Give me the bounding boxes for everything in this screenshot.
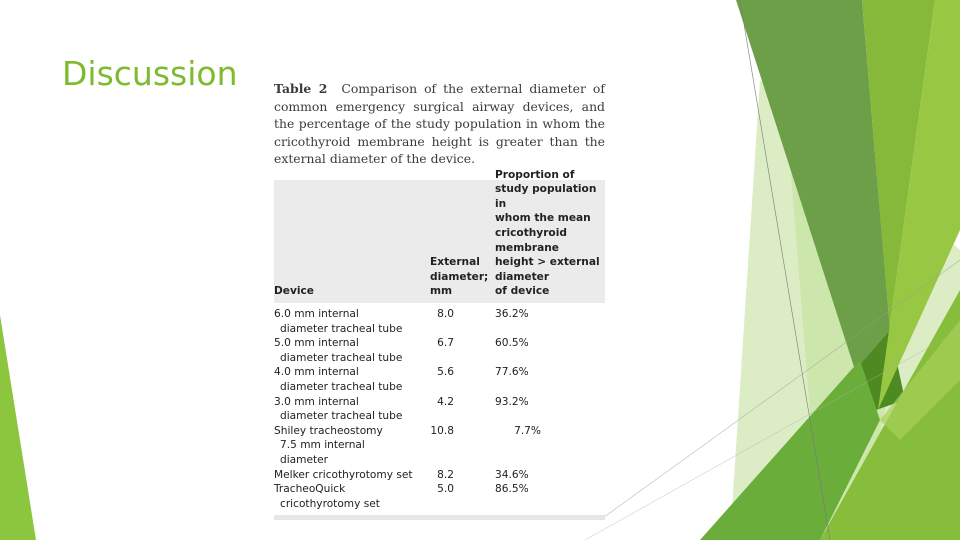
proportion-cell: 34.6% — [495, 468, 529, 481]
diameter-cell: 5.6 — [437, 366, 454, 379]
proportion-cell: 60.5% — [495, 337, 529, 350]
table-row — [274, 307, 605, 336]
table-row — [274, 365, 605, 394]
table-row — [274, 336, 605, 365]
header-proportion-line: cricothyroid — [495, 227, 567, 240]
header-diameter-line: mm — [430, 285, 453, 298]
proportion-cell: 7.7% — [514, 424, 541, 437]
header-external-diameter — [430, 255, 492, 299]
device-cell: 6.0 mm internal diameter tracheal tube — [274, 308, 403, 335]
header-proportion-line: Proportion of — [495, 168, 575, 181]
table-row — [274, 395, 605, 424]
proportion-cell: 86.5% — [495, 483, 529, 496]
device-cell: 5.0 mm internal diameter tracheal tube — [274, 337, 403, 364]
header-proportion-line: of device — [495, 285, 550, 298]
header-proportion-line: height > external — [495, 256, 600, 269]
device-cell: Melker cricothyrotomy set — [274, 468, 413, 481]
header-proportion — [495, 168, 607, 299]
left-edge-shape — [0, 315, 36, 540]
diameter-cell: 10.8 — [430, 424, 454, 437]
header-diameter-line: External — [430, 256, 480, 269]
table-row — [274, 424, 605, 468]
comparison-table — [274, 168, 605, 520]
diameter-cell: 6.7 — [437, 337, 454, 350]
table-caption-text: Comparison of the external diameter of common emergency surgical airway devices, and the percentage of the study population in whom the cricothyroid membrane height is greater than the external diameter of the device. — [274, 81, 605, 167]
diameter-cell: 5.0 — [437, 483, 454, 496]
diameter-cell: 8.2 — [437, 468, 454, 481]
header-proportion-line: membrane — [495, 241, 559, 254]
proportion-cell: 36.2% — [495, 308, 529, 320]
device-cell: TracheoQuick cricothyrotomy set — [274, 483, 380, 510]
device-cell: Shiley tracheostomy 7.5 mm internal diameter — [274, 424, 383, 466]
table-bottom-rule — [274, 515, 605, 520]
device-cell: 4.0 mm internal diameter tracheal tube — [274, 366, 403, 393]
table-row — [274, 482, 605, 511]
diameter-cell: 4.2 — [437, 395, 454, 408]
proportion-cell: 77.6% — [495, 366, 529, 379]
table-header — [274, 168, 605, 303]
header-device: Device — [274, 285, 314, 298]
table-caption-label: Table 2 — [274, 81, 328, 96]
table-caption — [274, 80, 605, 168]
diameter-cell: 8.0 — [437, 308, 454, 320]
table-row — [274, 468, 605, 483]
device-cell: 3.0 mm internal diameter tracheal tube — [274, 395, 403, 423]
header-diameter-line: diameter; — [430, 270, 489, 283]
header-proportion-line: diameter — [495, 270, 550, 283]
proportion-cell: 93.2% — [495, 395, 529, 408]
header-proportion-line: study population in — [495, 183, 597, 210]
table-body — [274, 303, 605, 511]
header-proportion-line: whom the mean — [495, 212, 591, 225]
slide-title: Discussion — [62, 54, 238, 93]
